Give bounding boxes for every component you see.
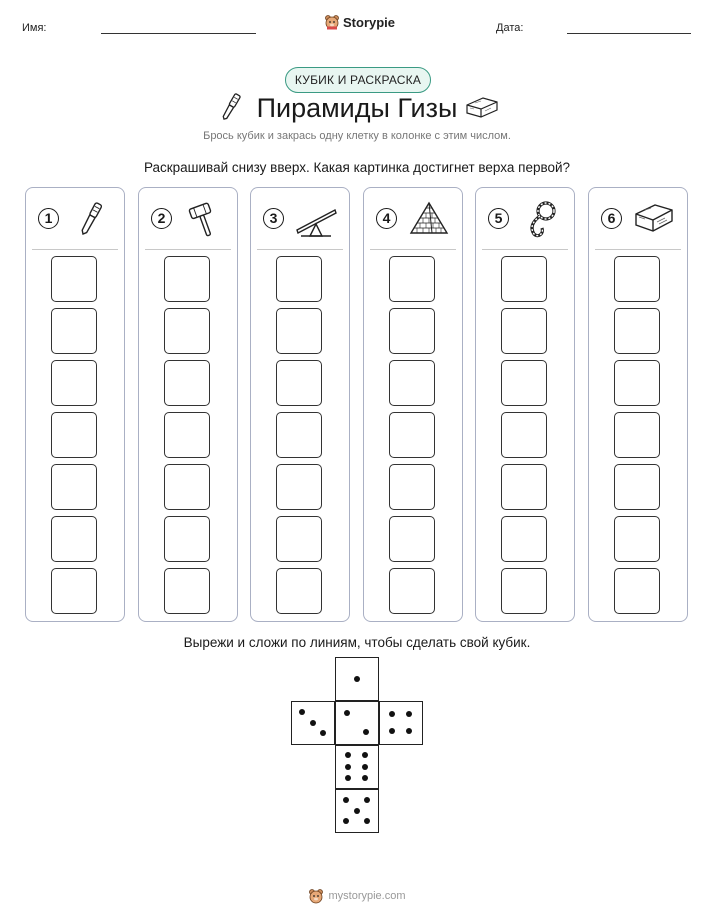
color-cells xyxy=(389,256,439,620)
color-cell[interactable] xyxy=(389,360,435,406)
column-header xyxy=(589,188,687,250)
dice-pip xyxy=(362,752,368,758)
column-2 xyxy=(138,187,238,622)
dice-pip xyxy=(389,728,395,734)
color-cell[interactable] xyxy=(51,256,97,302)
column-header xyxy=(26,188,124,250)
color-cell[interactable] xyxy=(501,256,547,302)
color-cell[interactable] xyxy=(51,412,97,458)
color-cell[interactable] xyxy=(389,516,435,562)
color-cell[interactable] xyxy=(276,464,322,510)
dice-pip xyxy=(406,728,412,734)
column-divider xyxy=(370,249,456,250)
coloring-instruction: Раскрашивай снизу вверх. Какая картинка достигнет верха первой? xyxy=(143,160,571,175)
color-cell[interactable] xyxy=(389,568,435,614)
column-4 xyxy=(363,187,463,622)
dice-pip xyxy=(344,710,350,716)
color-cell[interactable] xyxy=(614,412,660,458)
dice-pip xyxy=(343,818,349,824)
color-cell[interactable] xyxy=(276,360,322,406)
dice-pip xyxy=(354,676,360,682)
column-1 xyxy=(25,187,125,622)
color-cell[interactable] xyxy=(614,256,660,302)
pyramid-icon xyxy=(408,200,450,238)
dice-pip xyxy=(362,775,368,781)
color-cell[interactable] xyxy=(164,568,210,614)
color-cells xyxy=(276,256,326,620)
color-cell[interactable] xyxy=(164,308,210,354)
column-number: 5 xyxy=(488,208,509,229)
color-cell[interactable] xyxy=(276,516,322,562)
color-cell[interactable] xyxy=(501,360,547,406)
color-cell[interactable] xyxy=(614,464,660,510)
dice-pip xyxy=(362,764,368,770)
color-cells xyxy=(614,256,664,620)
color-cell[interactable] xyxy=(51,308,97,354)
color-cell[interactable] xyxy=(614,516,660,562)
color-cell[interactable] xyxy=(501,464,547,510)
color-cell[interactable] xyxy=(276,308,322,354)
color-cells xyxy=(501,256,551,620)
dice-pip xyxy=(345,752,351,758)
color-cell[interactable] xyxy=(164,464,210,510)
color-cell[interactable] xyxy=(164,516,210,562)
color-cell[interactable] xyxy=(164,256,210,302)
color-cell[interactable] xyxy=(501,516,547,562)
stone-block-title-icon xyxy=(465,95,499,119)
color-cell[interactable] xyxy=(51,516,97,562)
column-number: 2 xyxy=(151,208,172,229)
color-cell[interactable] xyxy=(51,568,97,614)
dice-pip xyxy=(345,775,351,781)
date-label: Дата: xyxy=(496,22,524,34)
color-cell[interactable] xyxy=(501,412,547,458)
color-cell[interactable] xyxy=(276,568,322,614)
rope-icon xyxy=(520,200,562,238)
color-cell[interactable] xyxy=(389,412,435,458)
dice-pip xyxy=(364,818,370,824)
page-title: Пирамиды Гизы xyxy=(256,93,458,123)
dice-pip xyxy=(389,711,395,717)
mallet-icon xyxy=(183,200,225,238)
dice-face-4 xyxy=(379,701,423,745)
activity-badge: КУБИК И РАСКРАСКА xyxy=(285,67,431,93)
color-cell[interactable] xyxy=(276,256,322,302)
bear-icon xyxy=(324,14,340,30)
lever-icon xyxy=(295,200,337,238)
dice-pip xyxy=(354,808,360,814)
dice-face-2 xyxy=(335,701,379,745)
column-number: 6 xyxy=(601,208,622,229)
brand-name: Storypie xyxy=(343,14,396,30)
column-divider xyxy=(32,249,118,250)
date-line[interactable] xyxy=(567,33,691,34)
column-header xyxy=(476,188,574,250)
color-cells xyxy=(164,256,214,620)
dice-face-3 xyxy=(291,701,335,745)
column-header xyxy=(364,188,462,250)
dice-pip xyxy=(363,729,369,735)
dice-face-5 xyxy=(335,789,379,833)
bear-footer-icon xyxy=(308,888,324,904)
dice-pip xyxy=(310,720,316,726)
color-cell[interactable] xyxy=(51,360,97,406)
color-cell[interactable] xyxy=(51,464,97,510)
footer xyxy=(0,888,714,904)
dice-pip xyxy=(364,797,370,803)
color-cell[interactable] xyxy=(614,568,660,614)
dice-pip xyxy=(345,764,351,770)
color-cell[interactable] xyxy=(501,308,547,354)
brand-logo xyxy=(324,14,395,30)
color-cell[interactable] xyxy=(389,308,435,354)
column-divider xyxy=(482,249,568,250)
dice-pip xyxy=(343,797,349,803)
color-cell[interactable] xyxy=(164,412,210,458)
column-5 xyxy=(475,187,575,622)
column-divider xyxy=(257,249,343,250)
dice-face-6 xyxy=(335,745,379,789)
subtitle: Брось кубик и закрась одну клетку в колонке с этим числом. xyxy=(203,130,511,142)
dice-pip xyxy=(320,730,326,736)
color-cell[interactable] xyxy=(276,412,322,458)
column-3 xyxy=(250,187,350,622)
column-6 xyxy=(588,187,688,622)
name-label: Имя: xyxy=(22,22,47,34)
dice-pip xyxy=(299,709,305,715)
color-cells xyxy=(51,256,101,620)
footer-url[interactable]: mystorypie.com xyxy=(328,890,406,902)
chisel-icon xyxy=(70,200,112,238)
name-line[interactable] xyxy=(101,33,256,34)
column-header xyxy=(251,188,349,250)
dice-pip xyxy=(406,711,412,717)
cut-instruction: Вырежи и сложи по линиям, чтобы сделать свой кубик. xyxy=(183,635,531,650)
column-number: 3 xyxy=(263,208,284,229)
column-number: 1 xyxy=(38,208,59,229)
color-cell[interactable] xyxy=(614,360,660,406)
color-cell[interactable] xyxy=(389,464,435,510)
color-cell[interactable] xyxy=(501,568,547,614)
column-divider xyxy=(145,249,231,250)
column-divider xyxy=(595,249,681,250)
column-header xyxy=(139,188,237,250)
column-number: 4 xyxy=(376,208,397,229)
color-cell[interactable] xyxy=(164,360,210,406)
color-cell[interactable] xyxy=(614,308,660,354)
color-cell[interactable] xyxy=(389,256,435,302)
stone-block-icon xyxy=(633,200,675,238)
dice-face-1 xyxy=(335,657,379,701)
